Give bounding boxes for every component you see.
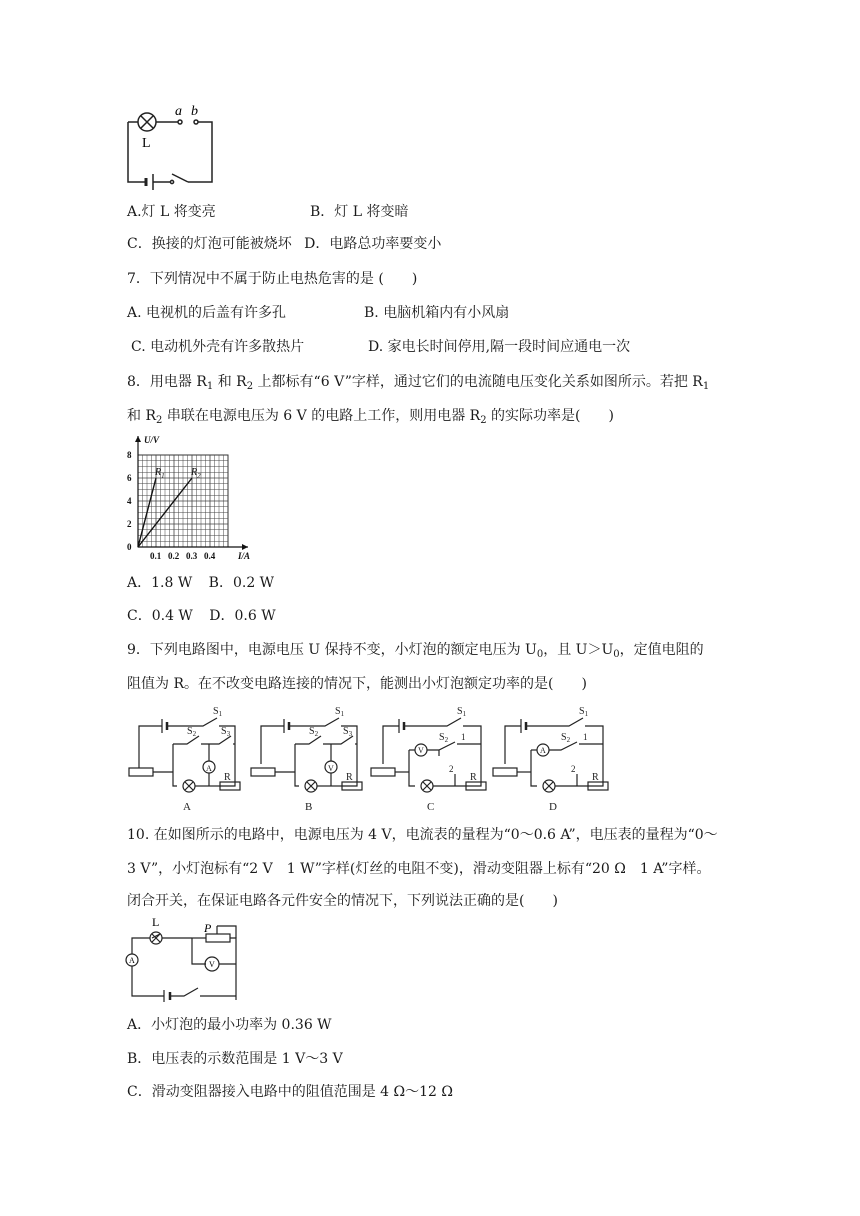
q6-option-b: B．灯 L 将变暗 [310,204,409,220]
chart-y-tick-label: 8 [127,450,132,460]
chart-y-tick-label: 4 [127,496,132,506]
q6-option-c: C．换接的灯泡可能被烧坏 [127,236,292,252]
circuit-contact-2-label: 2 [571,764,576,774]
chart-x-tick-label: 0.2 [168,551,180,561]
q6-options-row-1 [127,202,409,222]
q8-options-row-1 [127,573,274,593]
chart-y-tick-label: 2 [127,519,132,529]
q10-option-a: A．小灯泡的最小功率为 0.36 W [127,1017,332,1033]
chart-series-label-sub: 2 [197,472,201,480]
chart-x-tick-label: 0.1 [150,551,162,561]
q7-options-row-2 [131,337,631,357]
q10-label-L: L [152,915,160,929]
circuit-caption: A [183,801,191,813]
q6-option-d: D．电路总功率要变小 [304,236,442,252]
q10-ammeter-label: A [129,956,135,965]
circuit-caption: C [427,801,435,813]
circuit-meter-label: A [206,764,212,773]
circuit-meter-label: A [540,746,546,755]
circuit-resistor-label: R [224,772,231,783]
q7-option-a: A. 电视机的后盖有许多孔 [127,305,287,321]
chart-x-tick-label: 0.3 [186,551,198,561]
q8-stem-line-2: 和 $R_2$ 串联在电源电压为 6 V 的电路上工作，则用电器 $R_2$ 的实际功率是( ) [127,408,614,426]
circuit-caption: B [305,801,313,813]
chart-series-label-r2: $R_2$ [191,467,201,480]
circuit-switch-s3-label: $S_3$ [343,726,353,738]
circuit-switch-s2-label: $S_2$ [561,732,571,744]
q7-option-d: D. 家电长时间停用,隔一段时间应通电一次 [368,339,631,355]
chart-y-axis-label: U/V [144,435,160,445]
circuit-switch-s1-label: $S_1$ [457,706,467,718]
label-b: b [191,104,198,119]
circuit-switch-s2-label: $S_2$ [439,732,449,744]
q8-option-c: C．0.4 W [127,608,193,624]
circuit-contact-1-label: 1 [461,732,466,742]
q8-option-d: D．0.6 W [209,608,276,624]
circuit-switch-s3-label: $S_3$ [221,726,231,738]
q9-stem-line-1: 9．下列电路图中，电源电压 U 保持不变，小灯泡的额定电压为 $U_0$，且 $U>U_0$，定值电阻的 [127,642,704,660]
q10-stem-line-2: 3 V”，小灯泡标有“2 V 1 W”字样(灯丝的电阻不变)，滑动变阻器上标有“20 Ω 1 A”字样。 [127,861,711,877]
q8-stem-line-1: 8．用电器 $R_1$ 和 $R_2$ 上都标有“6 V”字样，通过它们的电流随电压变化关系如图所示。若把 $R_1$ [127,374,710,392]
circuit-switch-s1-label: $S_1$ [335,706,345,718]
chart-y-arrow [135,436,141,442]
circuit-switch-s2-label: $S_2$ [309,726,319,738]
circuit-switch-s1-label: $S_1$ [213,706,223,718]
circuit-resistor-label: R [470,772,477,783]
chart-series-label-r1: $R_1$ [155,467,165,480]
q8-ui-chart [120,432,270,564]
chart-x-tick-label: 0.4 [204,551,216,561]
q8-option-b: B．0.2 W [208,575,275,591]
circuit-contact-1-label: 1 [583,732,588,742]
q9-circuits-figure [125,704,615,816]
q9-stem-line-2: 阻值为 R。在不改变电路连接的情况下，能测出小灯泡额定功率的是( ) [127,676,587,692]
q8-options-row-2 [127,606,276,626]
circuit-switch-s1-label: $S_1$ [579,706,589,718]
circuit-d [493,718,608,792]
circuit-resistor-label: R [592,772,599,783]
q10-option-b: B．电压表的示数范围是 1 V～3 V [127,1051,343,1067]
circuit-caption: D [549,801,557,813]
circuit-meter-label: V [328,764,334,773]
q10-label-P: P [204,921,212,935]
q10-stem-line-3: 闭合开关，在保证电路各元件安全的情况下，下列说法正确的是( ) [127,893,558,909]
q7-stem: 7．下列情况中不属于防止电热危害的是 ( ) [127,271,418,287]
q8-option-a: A．1.8 W [127,575,193,591]
q6-options-row-2 [127,234,441,254]
q10-stem-line-1: 10. 在如图所示的电路中，电源电压为 4 V，电流表的量程为“0～0.6 A”，电压表的量程为“0～ [127,827,718,843]
q10-circuit-figure [122,912,247,1004]
circuit-contact-2-label: 2 [449,764,454,774]
q10-voltmeter-label: V [209,960,215,969]
circuit-meter-label: V [418,746,424,755]
chart-series-label-sub: 1 [161,472,165,480]
circuit-resistor-label: R [346,772,353,783]
q7-option-b: B. 电脑机箱内有小风扇 [364,305,510,321]
q7-options-row-1 [127,303,510,323]
chart-x-arrow [242,544,248,550]
q7-option-c: C. 电动机外壳有许多散热片 [131,339,305,355]
q10-option-c: C．滑动变阻器接入电路中的阻值范围是 4 Ω～12 Ω [127,1084,453,1100]
label-L: L [142,136,151,151]
circuit-c [371,718,486,792]
q6-circuit-figure [120,100,220,190]
chart-x-axis-label: I/A [238,551,251,561]
chart-y-tick-label: 6 [127,473,132,483]
chart-y-tick-label: 0 [127,542,132,552]
label-a: a [175,104,182,119]
circuit-switch-s2-label: $S_2$ [187,726,197,738]
q6-option-a: A.灯 L 将变亮 [127,204,216,220]
